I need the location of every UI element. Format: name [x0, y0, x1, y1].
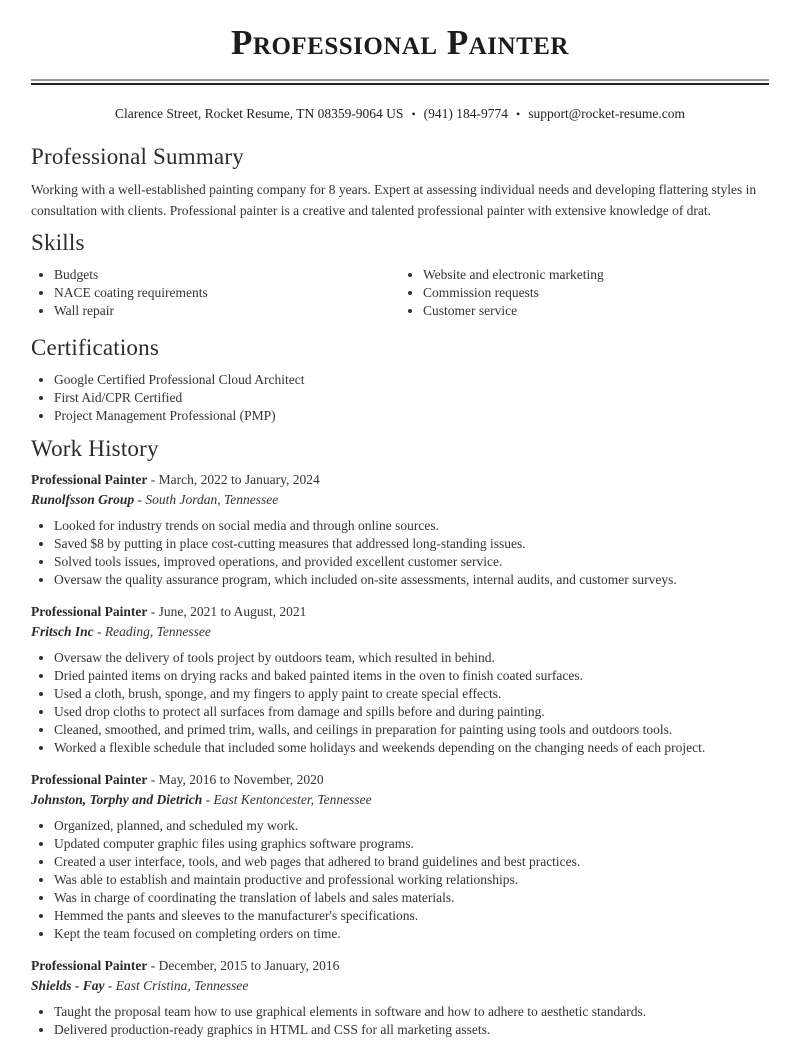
job-separator: -: [97, 624, 102, 639]
job-duties-list: [31, 817, 769, 943]
contact-separator-dot: •: [516, 107, 521, 121]
certification-item: • First Aid/CPR Certified: [54, 389, 769, 407]
contact-phone: (941) 184-9774: [423, 106, 509, 121]
skill-item: • NACE coating requirements: [54, 284, 400, 302]
skill-item: • Commission requests: [423, 284, 769, 302]
job-dates: May, 2016 to November, 2020: [158, 772, 324, 787]
title-divider-rule: [31, 79, 769, 85]
skills-columns: [31, 257, 769, 320]
job-entry: [31, 957, 769, 1039]
job-duty-item: • Updated computer graphic files using graphics software programs.: [54, 835, 769, 853]
job-duty-item: • Created a user interface, tools, and web pages that adhered to brand guidelines and best practices.: [54, 853, 769, 871]
job-duties-list: [31, 1003, 769, 1039]
certification-item: • Google Certified Professional Cloud Architect: [54, 371, 769, 389]
job-dates: December, 2015 to January, 2016: [158, 958, 340, 973]
certifications-list: [31, 371, 769, 425]
job-separator: -: [107, 978, 113, 993]
page-title: Professional Painter: [231, 23, 569, 62]
skill-item: • Wall repair: [54, 302, 400, 320]
contact-address: Clarence Street, Rocket Resume, TN 08359-9064 US: [115, 106, 404, 121]
summary-text: Working with a well-established painting company for 8 years. Expert at assessing individual needs and developing flattering styles in consultation with clients. Professional painter is a creative and talented professional painter with extensive knowledge of drat.: [31, 182, 757, 218]
job-role: Professional Painter: [31, 604, 148, 619]
job-company: Fritsch Inc: [31, 624, 94, 639]
job-duty-item: • Organized, planned, and scheduled my work.: [54, 817, 769, 835]
job-duty-item: • Taught the proposal team how to use graphical elements in software and how to adhere to aesthetic standards.: [54, 1003, 769, 1021]
work-history-heading: Work History: [31, 436, 159, 461]
section-professional-summary: [31, 143, 769, 221]
certifications-heading: Certifications: [31, 335, 159, 360]
job-title-line: [31, 471, 769, 489]
job-company-line: [31, 791, 769, 809]
job-separator: -: [150, 772, 156, 787]
job-role: Professional Painter: [31, 772, 148, 787]
job-separator: -: [150, 604, 156, 619]
job-entry: [31, 471, 769, 589]
skills-heading: Skills: [31, 230, 85, 255]
job-title-line: [31, 603, 769, 621]
section-certifications: [31, 334, 769, 425]
job-duty-item: • Hemmed the pants and sleeves to the manufacturer's specifications.: [54, 907, 769, 925]
contact-separator-dot: •: [411, 107, 416, 121]
resume-page: [0, 24, 800, 1039]
section-work-history: [31, 435, 769, 1039]
job-duty-item: • Worked a flexible schedule that included some holidays and weekends depending on the changing needs of each project.: [54, 739, 769, 757]
job-duties-list: [31, 649, 769, 757]
job-company: Johnston, Torphy and Dietrich: [31, 792, 203, 807]
job-duty-item: • Cleaned, smoothed, and primed trim, walls, and ceilings in preparation for painting using tools and outdoors tools.: [54, 721, 769, 739]
job-separator: -: [137, 492, 143, 507]
job-company-line: [31, 977, 769, 995]
job-separator: -: [150, 958, 156, 973]
job-dates: June, 2021 to August, 2021: [158, 604, 307, 619]
job-duty-item: • Solved tools issues, improved operations, and provided excellent customer service.: [54, 553, 769, 571]
job-duties-list: [31, 517, 769, 589]
job-duty-item: • Used a cloth, brush, sponge, and my fingers to apply paint to create special effects.: [54, 685, 769, 703]
job-title-line: [31, 771, 769, 789]
job-title-line: [31, 957, 769, 975]
job-company: Shields - Fay: [31, 978, 105, 993]
summary-heading: Professional Summary: [31, 144, 244, 169]
job-location: Reading, Tennessee: [104, 624, 211, 639]
job-role: Professional Painter: [31, 472, 148, 487]
certification-item: • Project Management Professional (PMP): [54, 407, 769, 425]
job-company: Runolfsson Group: [31, 492, 135, 507]
contact-line: [31, 106, 769, 122]
job-location: East Kentoncester, Tennessee: [213, 792, 372, 807]
job-duty-item: • Delivered production-ready graphics in HTML and CSS for all marketing assets.: [54, 1021, 769, 1039]
job-duty-item: • Looked for industry trends on social media and through online sources.: [54, 517, 769, 535]
skills-column-right: [400, 266, 769, 320]
job-location: East Cristina, Tennessee: [115, 978, 249, 993]
job-location: South Jordan, Tennessee: [145, 492, 279, 507]
skill-item: • Budgets: [54, 266, 400, 284]
job-duty-item: • Kept the team focused on completing orders on time.: [54, 925, 769, 943]
job-company-line: [31, 623, 769, 641]
job-duty-item: • Dried painted items on drying racks and baked painted items in the oven to finish coated surfaces.: [54, 667, 769, 685]
job-duty-item: • Was in charge of coordinating the translation of labels and sales materials.: [54, 889, 769, 907]
section-skills: [31, 229, 769, 320]
job-duty-item: • Saved $8 by putting in place cost-cutting measures that addressed long-standing issues.: [54, 535, 769, 553]
job-separator: -: [150, 472, 156, 487]
skill-item: • Website and electronic marketing: [423, 266, 769, 284]
job-entry: [31, 771, 769, 943]
contact-email: support@rocket-resume.com: [528, 106, 685, 121]
job-duty-item: • Oversaw the delivery of tools project by outdoors team, which resulted in behind.: [54, 649, 769, 667]
job-duty-item: • Was able to establish and maintain productive and professional working relationships.: [54, 871, 769, 889]
skill-item: • Customer service: [423, 302, 769, 320]
job-entry: [31, 603, 769, 757]
skills-column-left: [31, 266, 400, 320]
job-duty-item: • Oversaw the quality assurance program, which included on-site assessments, internal audits, and customer surveys.: [54, 571, 769, 589]
job-separator: -: [205, 792, 211, 807]
job-dates: March, 2022 to January, 2024: [158, 472, 320, 487]
job-duty-item: • Used drop cloths to protect all surfaces from damage and spills before and during painting.: [54, 703, 769, 721]
job-role: Professional Painter: [31, 958, 148, 973]
job-company-line: [31, 491, 769, 509]
